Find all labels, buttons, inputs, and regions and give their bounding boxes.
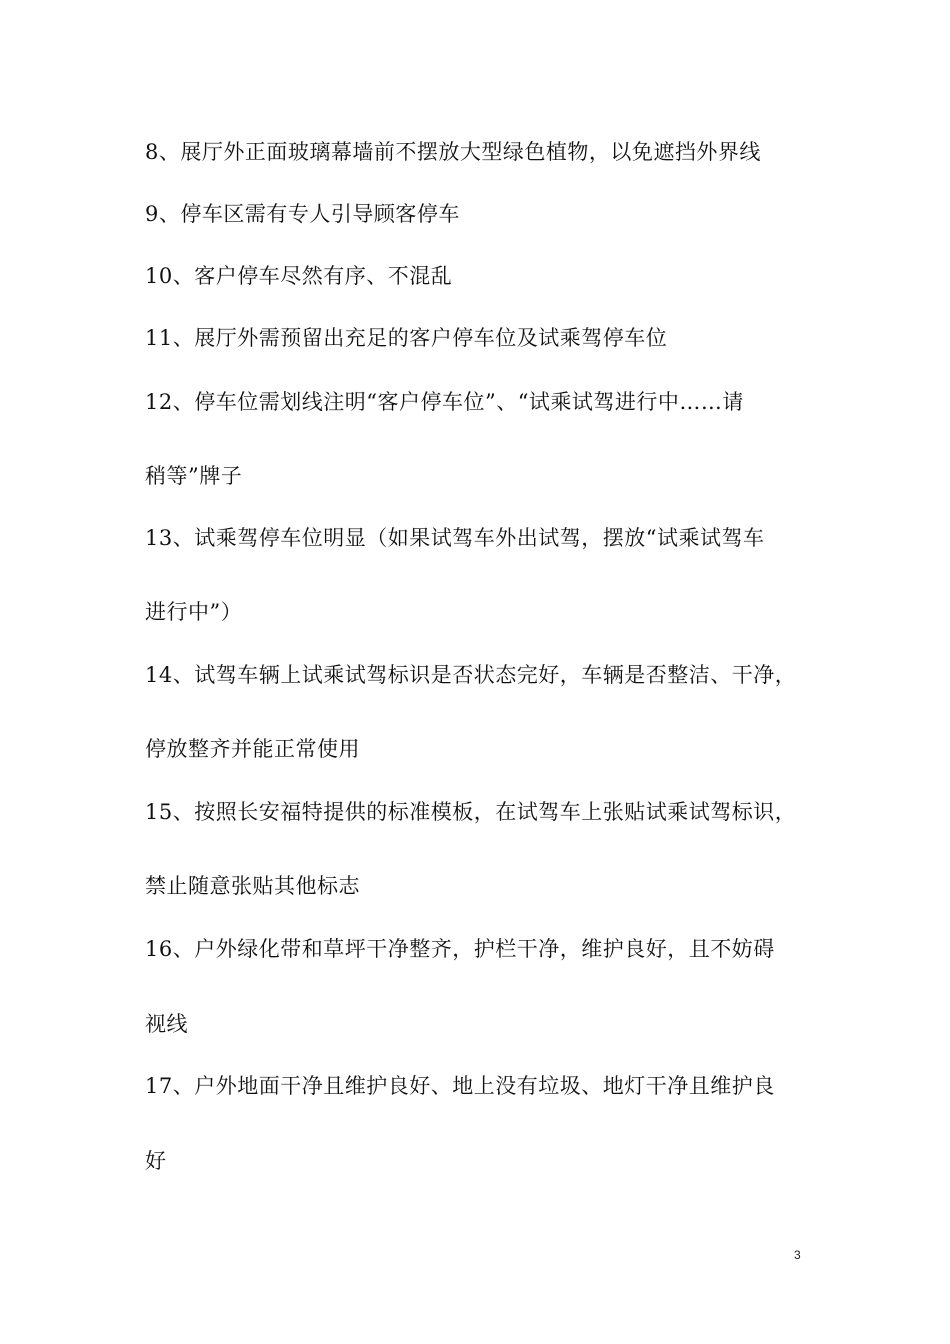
item-16-line-2: 视线 — [145, 1012, 188, 1036]
item-12-line-1: 12、停车位需划线注明“客户停车位”、“试乘试驾进行中……请 — [145, 390, 744, 414]
item-9-line: 9、停车区需有专人引导顾客停车 — [145, 202, 460, 226]
item-14-line-1: 14、试驾车辆上试乘试驾标识是否状态完好，车辆是否整洁、干净， — [145, 663, 797, 687]
item-8-line: 8、展厅外正面玻璃幕墙前不摆放大型绿色植物，以免遮挡外界线 — [145, 140, 761, 164]
item-13-line-2: 进行中”） — [145, 600, 243, 624]
item-12-line-2: 稍等”牌子 — [145, 464, 243, 488]
item-15-line-2: 禁止随意张贴其他标志 — [145, 874, 360, 898]
item-15-line-1: 15、按照长安福特提供的标准模板，在试驾车上张贴试乘试驾标识， — [145, 800, 797, 824]
item-14-line-2: 停放整齐并能正常使用 — [145, 737, 360, 761]
item-17-line-2: 好 — [145, 1149, 167, 1173]
page-number: 3 — [794, 1248, 801, 1262]
item-13-line-1: 13、试乘驾停车位明显（如果试驾车外出试驾，摆放“试乘试驾车 — [145, 526, 765, 550]
item-10-line: 10、客户停车尽然有序、不混乱 — [145, 264, 453, 288]
item-16-line-1: 16、户外绿化带和草坪干净整齐，护栏干净，维护良好，且不妨碍 — [145, 937, 775, 961]
item-17-line-1: 17、户外地面干净且维护良好、地上没有垃圾、地灯干净且维护良 — [145, 1074, 775, 1098]
item-11-line: 11、展厅外需预留出充足的客户停车位及试乘驾停车位 — [145, 326, 668, 350]
